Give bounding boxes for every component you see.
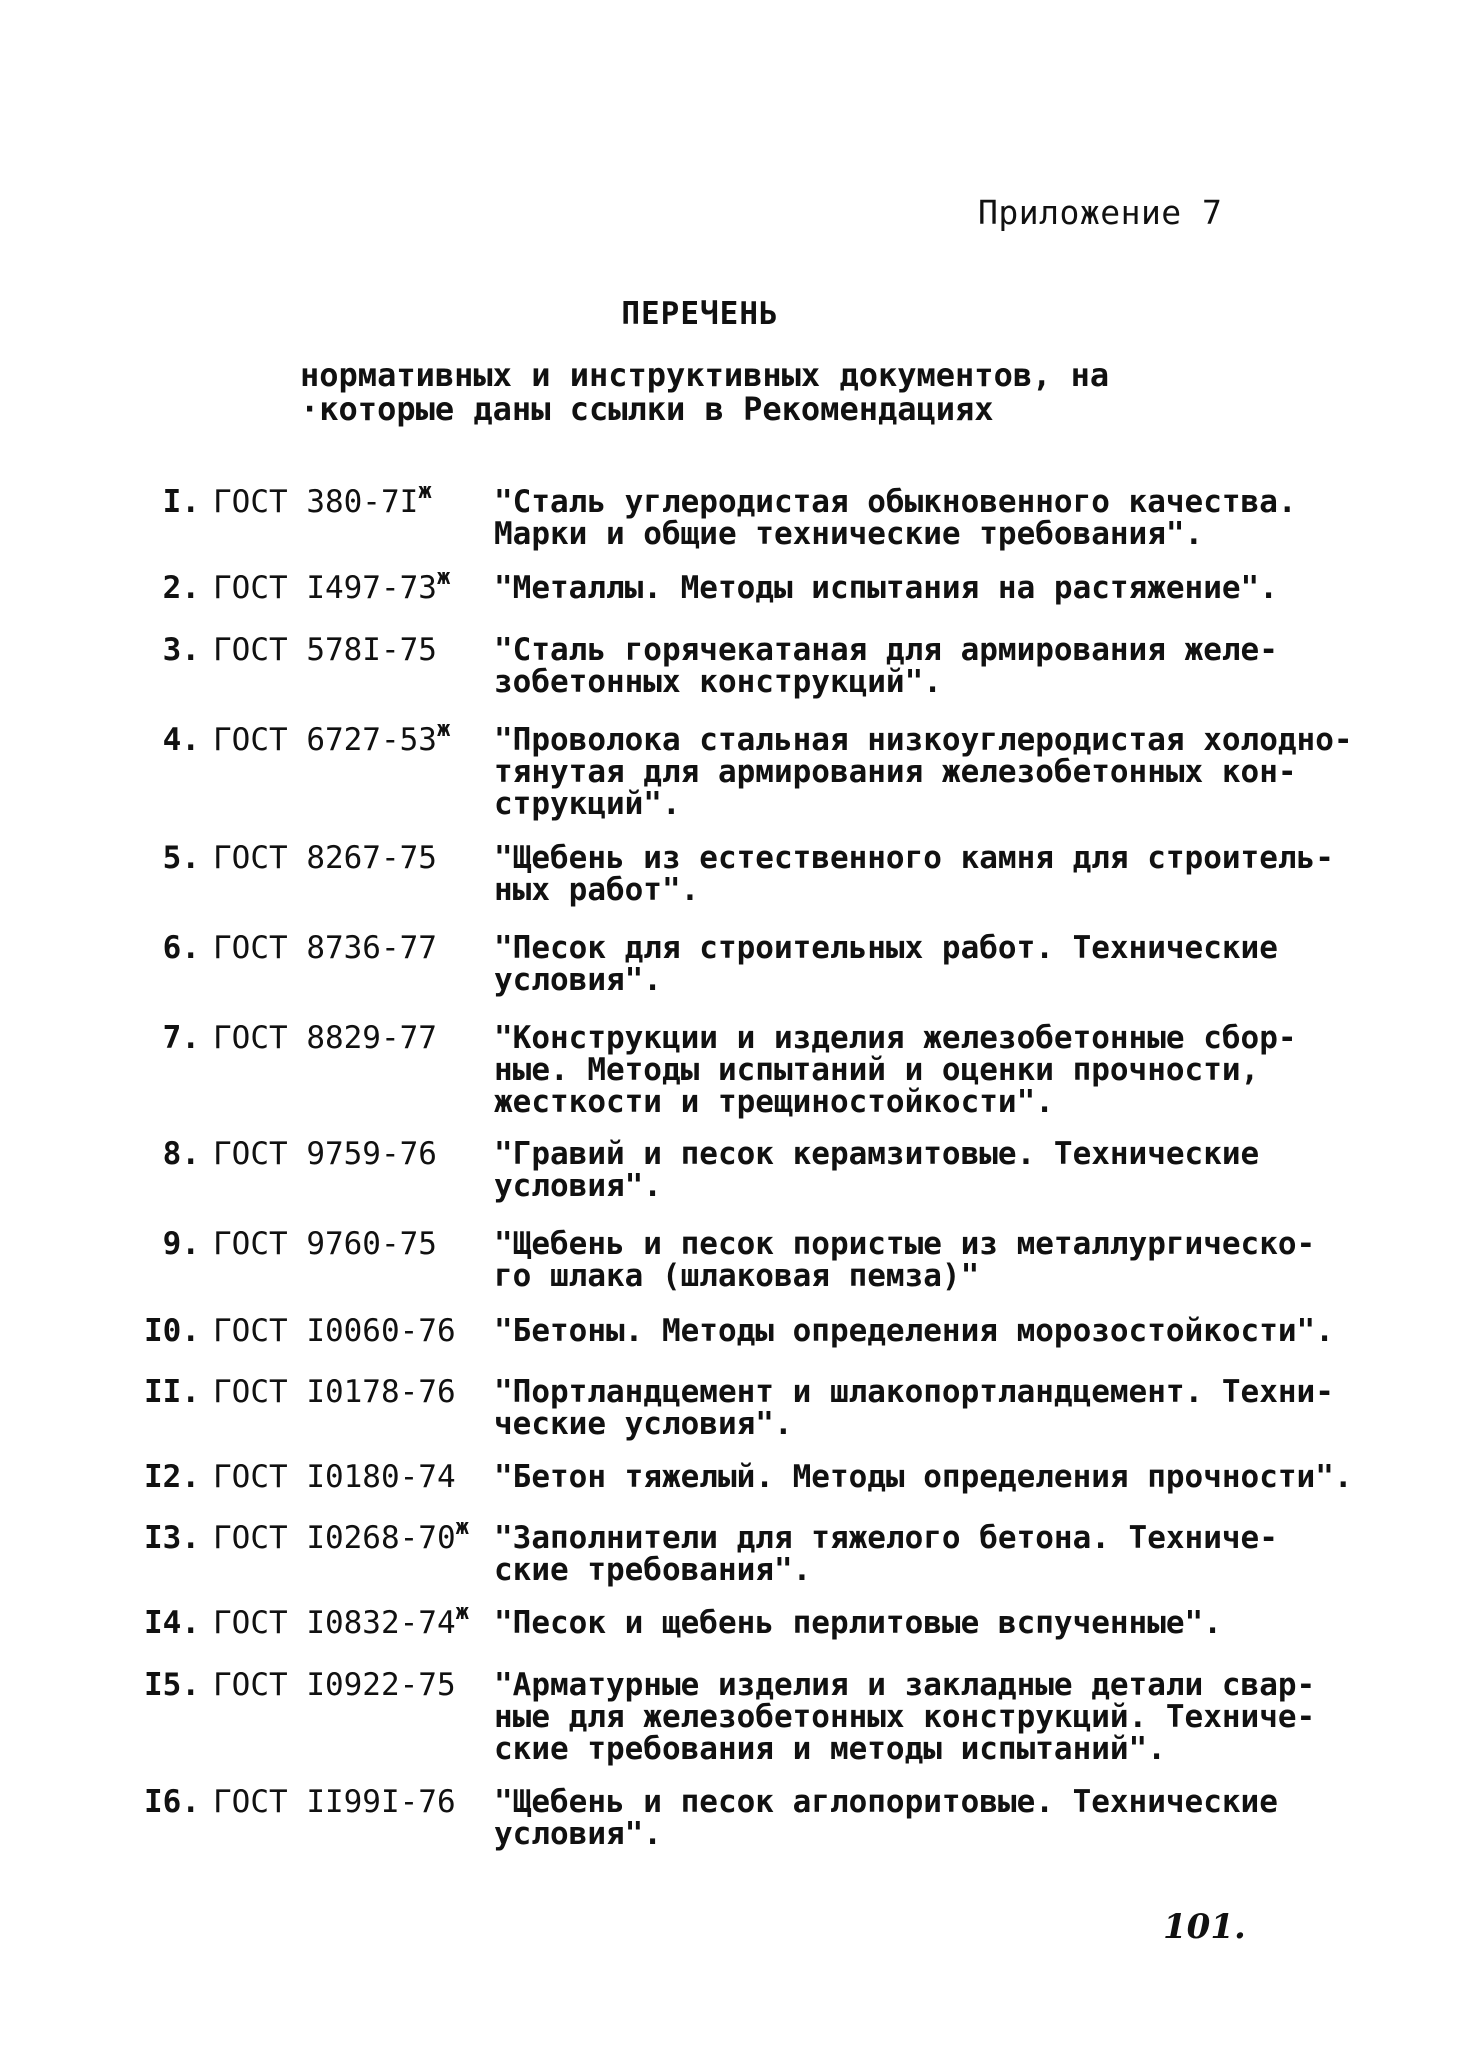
item-number: I2. [144, 1459, 200, 1495]
item-code: ГОСТ I0180-74 [213, 1459, 456, 1495]
item-title: "Щебень и песок пористые из металлургическо- го шлака (шлаковая пемза)" [494, 1226, 1316, 1294]
subtitle-line-2: ·которые даны ссылки в Рекомендациях [300, 390, 994, 428]
item-number: 4. [162, 722, 200, 758]
item-number: 5. [162, 840, 200, 876]
item-code: ГОСТ $I0268-70^ж$ [213, 1515, 469, 1556]
item-number: 6. [162, 930, 200, 966]
item-code: ГОСТ 8736-77 [213, 930, 437, 966]
item-code: ГОСТ I0178-76 [213, 1374, 456, 1410]
item-number: I. [162, 484, 200, 520]
item-title: "Бетоны. Методы определения морозостойкости". [494, 1313, 1334, 1349]
item-title: "Сталь горячекатаная для армирования желе- зобетонных конструкций". [494, 632, 1278, 700]
item-code: ГОСТ 8829-77 [213, 1020, 437, 1056]
item-title: "Металлы. Методы испытания на растяжение". [494, 570, 1278, 606]
page-number: 101. [1163, 1907, 1246, 1947]
item-number: I0. [144, 1313, 200, 1349]
reprint-mark: ж [418, 479, 432, 504]
item-number: 3. [162, 632, 200, 668]
item-code: ГОСТ 9759-76 [213, 1136, 437, 1172]
item-number: 7. [162, 1020, 200, 1056]
item-title: "Арматурные изделия и закладные детали свар- ные для железобетонных конструкций. Техниче- ские требования и методы испытаний". [494, 1667, 1316, 1767]
document-subtitle [300, 358, 1160, 426]
item-code: ГОСТ I0922-75 [213, 1667, 456, 1703]
item-title: "Портландцемент и шлакопортландцемент. Техни- ческие условия". [494, 1374, 1334, 1442]
item-number: 2. [162, 570, 200, 606]
item-code: ГОСТ I0060-76 [213, 1313, 456, 1349]
item-code: ГОСТ 9760-75 [213, 1226, 437, 1262]
appendix-label: Приложение 7 [978, 193, 1223, 232]
item-title: "Песок и щебень перлитовые вспученные". [494, 1605, 1222, 1641]
item-title: "Конструкции и изделия железобетонные сбор- ные. Методы испытаний и оценки прочности, жесткости и трещиностойкости". [494, 1020, 1297, 1120]
item-code: ГОСТ $I0832-74^ж$ [213, 1600, 469, 1641]
item-title: "Заполнители для тяжелого бетона. Техниче- ские требования". [494, 1520, 1278, 1588]
item-title: "Песок для строительных работ. Технические условия". [494, 930, 1278, 998]
item-number: I4. [144, 1605, 200, 1641]
item-title: "Проволока стальная низкоуглеродистая холодно- тянутая для армирования железобетонных кон- струкций". [494, 722, 1353, 822]
item-code: ГОСТ 8267-75 [213, 840, 437, 876]
item-number: I3. [144, 1520, 200, 1556]
item-code: ГОСТ 578I-75 [213, 632, 437, 668]
item-code: ГОСТ $380-7I^ж$ [213, 479, 432, 520]
subtitle-line-1: нормативных и инструктивных документов, на [300, 356, 1110, 394]
item-number: I6. [144, 1784, 200, 1820]
item-code: ГОСТ $I497-73^ж$ [213, 565, 451, 606]
reprint-mark: ж [455, 1515, 469, 1540]
item-code: ГОСТ $6727-53^ж$ [213, 717, 451, 758]
item-number: I5. [144, 1667, 200, 1703]
item-title: "Щебень и песок аглопоритовые. Технические условия". [494, 1784, 1278, 1852]
item-number: 9. [162, 1226, 200, 1262]
item-code: ГОСТ II99I-76 [213, 1784, 456, 1820]
document-title: ПЕРЕЧЕНЬ [621, 296, 779, 332]
item-number: 8. [162, 1136, 200, 1172]
reprint-mark: ж [436, 565, 451, 590]
item-title: "Сталь углеродистая обыкновенного качества. Марки и общие технические требования". [494, 484, 1297, 552]
item-title: "Щебень из естественного камня для строитель- ных работ". [494, 840, 1334, 908]
reprint-mark: ж [455, 1600, 469, 1625]
item-title: "Бетон тяжелый. Методы определения прочности". [494, 1459, 1353, 1495]
reprint-mark: ж [436, 717, 451, 742]
item-number: II. [144, 1374, 200, 1410]
item-title: "Гравий и песок керамзитовые. Технические условия". [494, 1136, 1260, 1204]
